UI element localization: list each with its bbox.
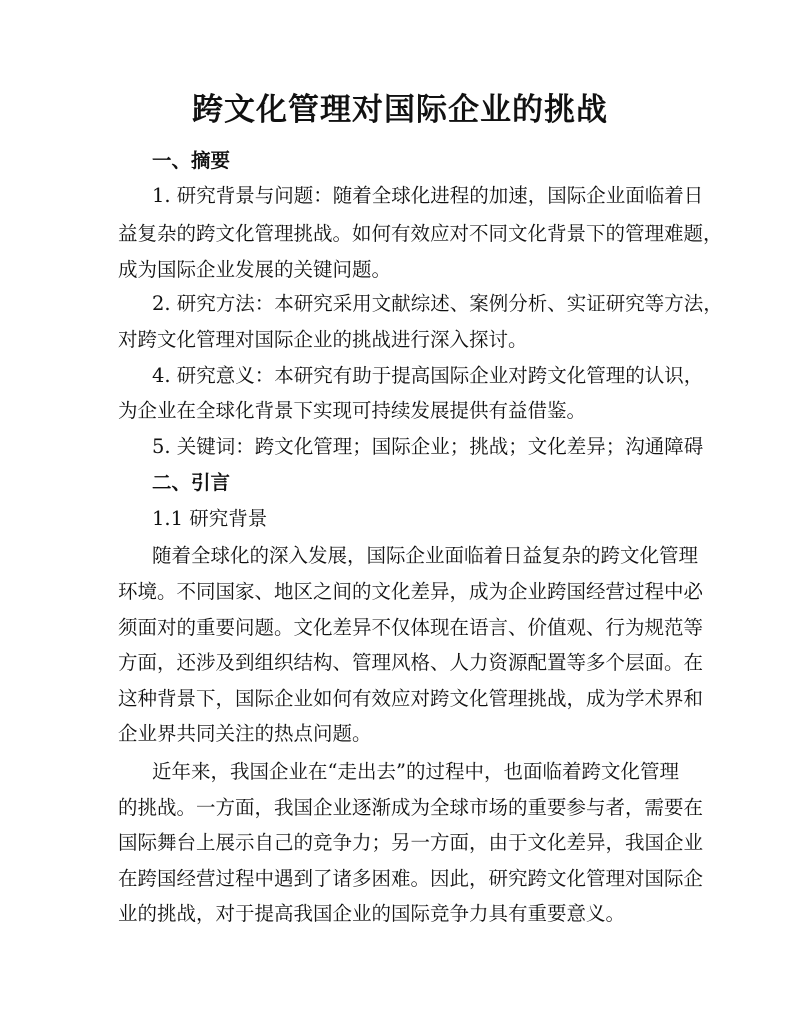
abstract-item-significance-cont: 为企业在全球化背景下实现可持续发展提供有益借鉴。 [118,399,587,422]
subsection-heading-background: 1.1 研究背景 [152,507,268,530]
abstract-item-background-cont: 益复杂的跨文化管理挑战。如何有效应对不同文化背景下的管理难题， [118,222,723,245]
abstract-item-background: 1. 研究背景与问题：随着全球化进程的加速，国际企业面临着日 [152,184,704,207]
paragraph-line: 在跨国经营过程中遇到了诸多困难。因此，研究跨文化管理对国际企 [118,867,704,890]
paragraph-line: 的挑战。一方面，我国企业逐渐成为全球市场的重要参与者，需要在 [118,796,704,819]
abstract-item-method-cont: 对跨文化管理对国际企业的挑战进行深入探讨。 [118,328,528,351]
paragraph-line: 业的挑战，对于提高我国企业的国际竞争力具有重要意义。 [118,902,626,925]
paragraph-line: 随着全球化的深入发展，国际企业面临着日益复杂的跨文化管理 [152,544,699,567]
paragraph-line: 这种背景下，国际企业如何有效应对跨文化管理挑战，成为学术界和 [118,687,704,710]
section-heading-introduction: 二、引言 [152,471,231,494]
document-title: 跨文化管理对国际企业的挑战 [192,92,608,128]
paragraph-line: 方面，还涉及到组织结构、管理风格、人力资源配置等多个层面。在 [118,651,704,674]
section-heading-abstract: 一、摘要 [152,149,231,172]
paragraph-line: 环境。不同国家、地区之间的文化差异，成为企业跨国经营过程中必 [118,580,704,603]
abstract-item-background-cont: 成为国际企业发展的关键问题。 [118,258,392,281]
abstract-item-keywords: 5. 关键词：跨文化管理；国际企业；挑战；文化差异；沟通障碍 [152,435,704,458]
paragraph-line: 须面对的重要问题。文化差异不仅体现在语言、价值观、行为规范等 [118,616,704,639]
paragraph-line: 国际舞台上展示自己的竞争力；另一方面，由于文化差异，我国企业 [118,831,704,854]
paragraph-line: 企业界共同关注的热点问题。 [118,722,372,745]
abstract-item-method: 2. 研究方法：本研究采用文献综述、案例分析、实证研究等方法， [152,292,723,315]
paragraph-line: 近年来，我国企业在“走出去”的过程中，也面临着跨文化管理 [152,760,679,783]
abstract-item-significance: 4. 研究意义：本研究有助于提高国际企业对跨文化管理的认识， [152,364,704,387]
